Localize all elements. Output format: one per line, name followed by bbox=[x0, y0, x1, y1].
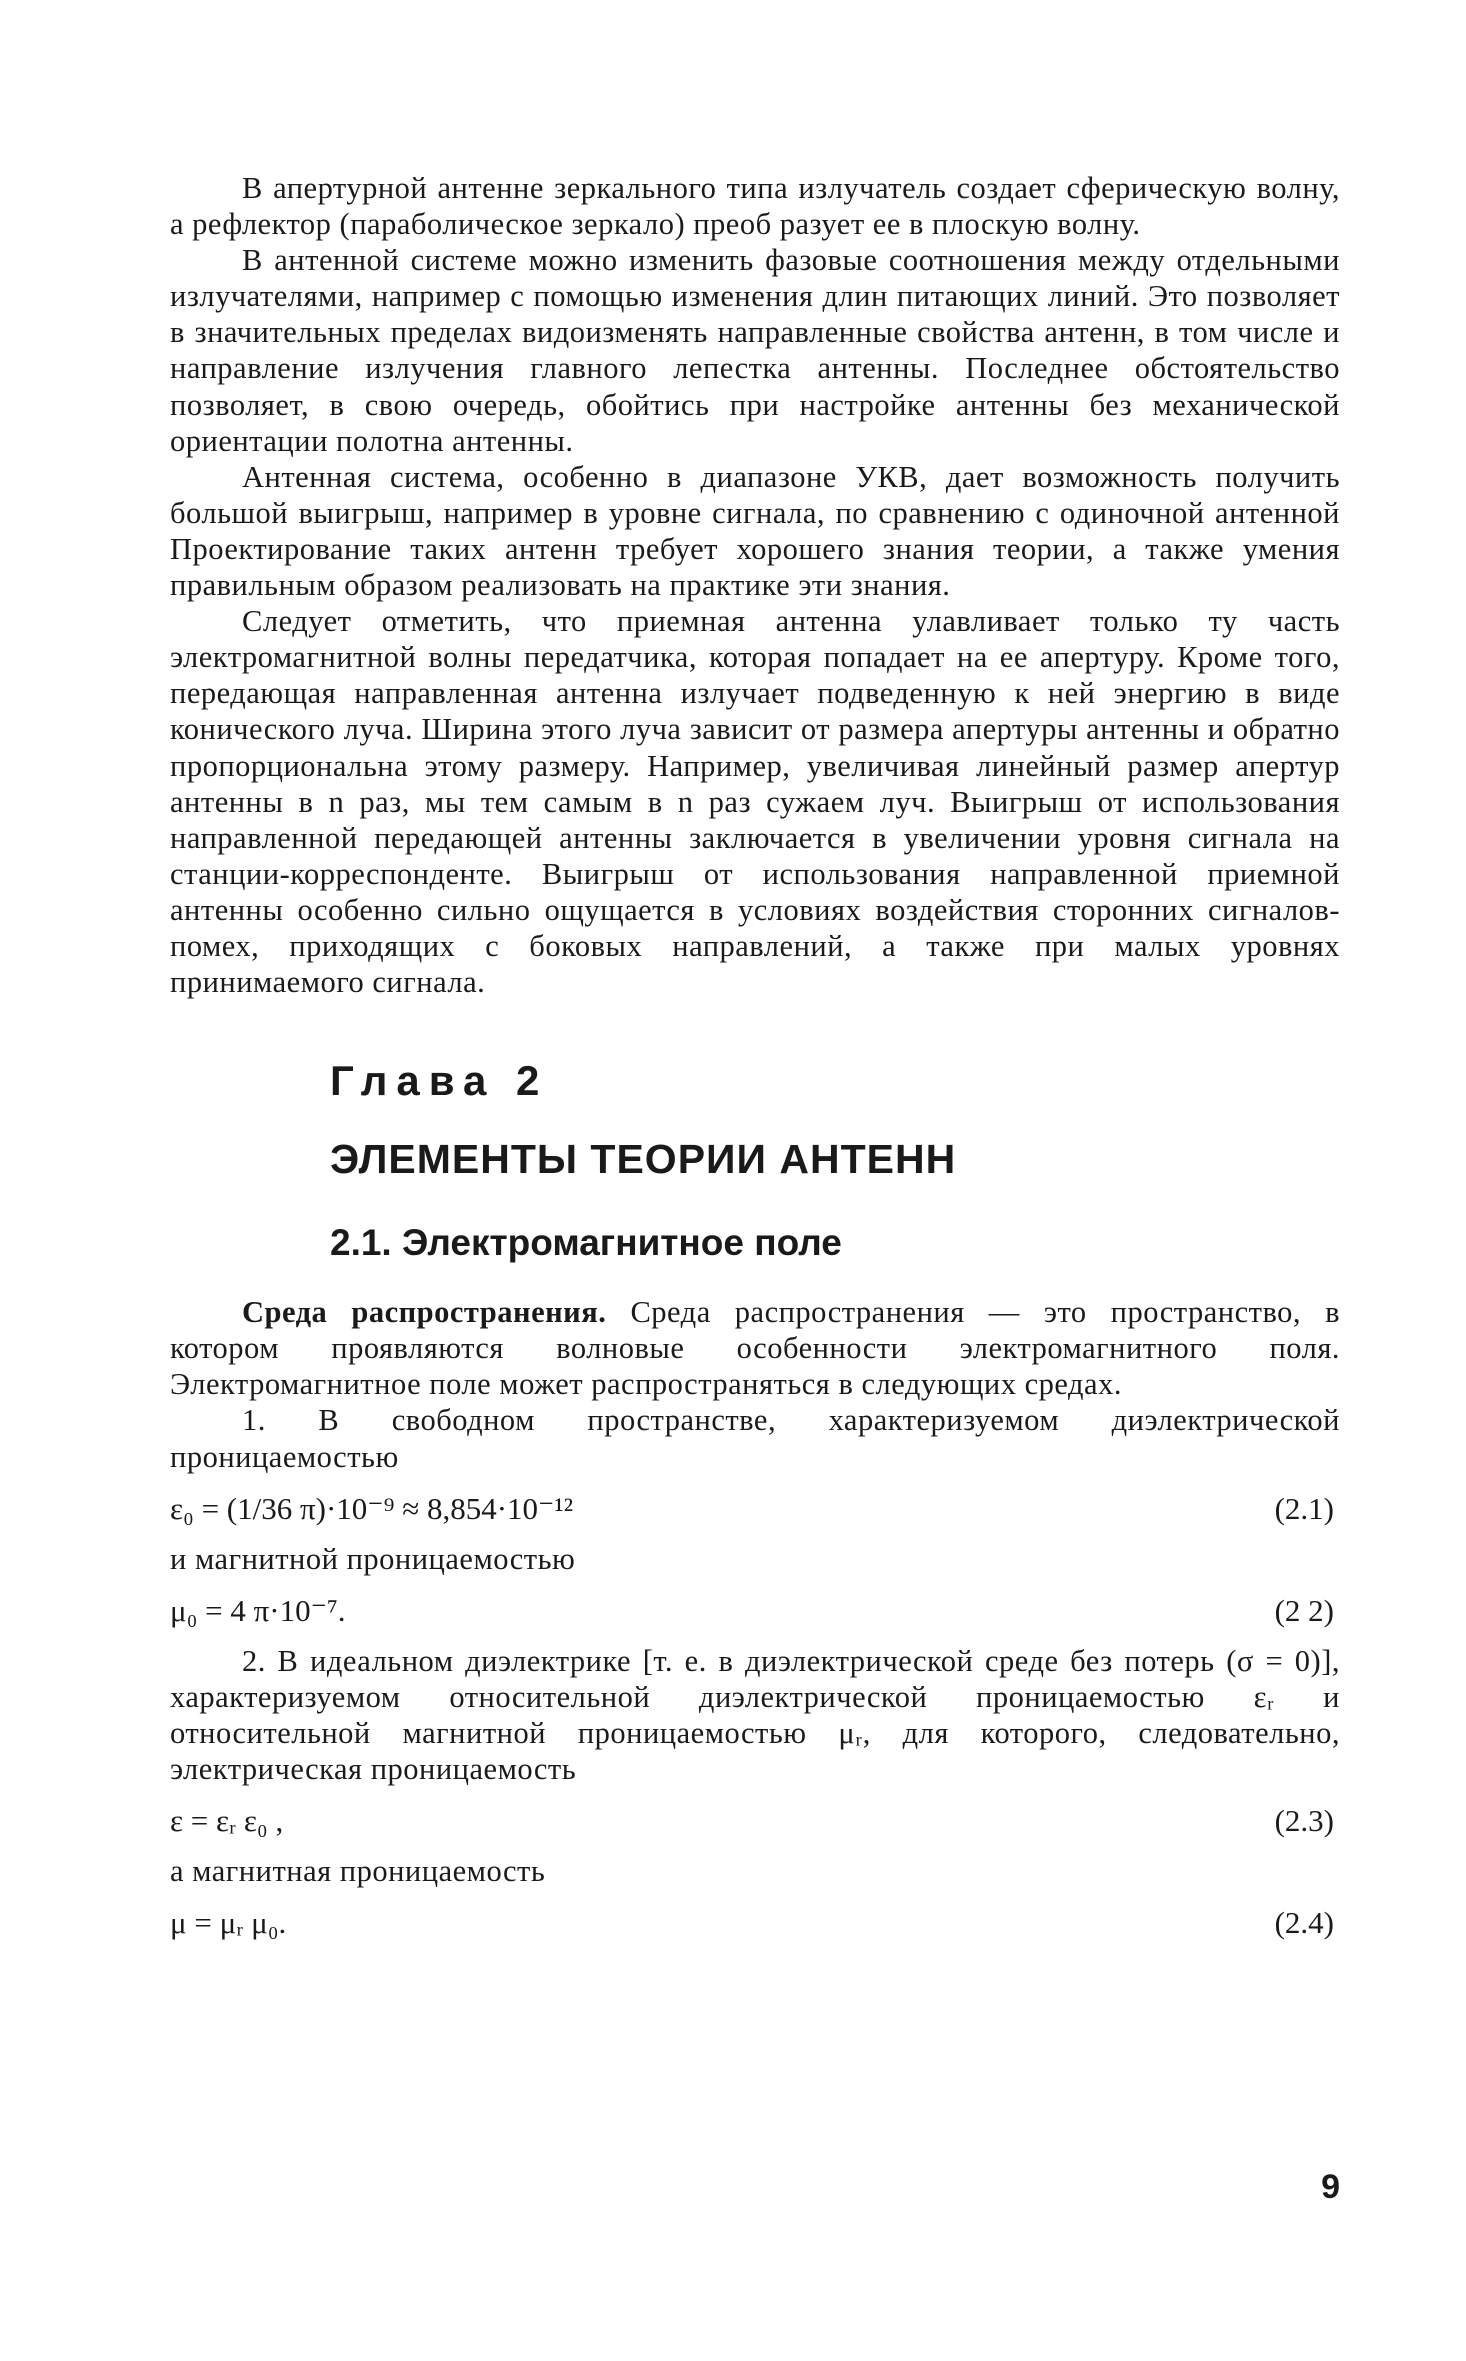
lead-text: Среда распространения — это пространство, в котором проявляются волновые особенности электромагнитного поля. Электромагнитное поле может распространяться в следующих средах. bbox=[170, 1295, 1340, 1402]
paragraph-antenna-system: Антенная система, особенно в диапазоне УКВ, дает возможность получить большой выигрыш, например в уровне сигнала, по сравнению с одиночной антенной Проектирование таких антенн требует хорошего знания теории, а также умения правильным образом реализовать на практике эти знания. bbox=[170, 459, 1340, 603]
page-number: 9 bbox=[1321, 2168, 1340, 2206]
paragraph-receiving-antenna: Следует отметить, что приемная антенна улавливает только ту часть электромагнитной волны передатчика, которая попадает на ее апертуру. Кроме того, передающая направленная антенна излучает подведенную к ней энергию в виде конического луча. Ширина этого луча зависит от размера апертуры антенны и обратно пропорциональна этому размеру. Например, увеличивая линейный размер апертур антенны в n раз, мы тем самым в n раз сужаем луч. Выигрыш от использования направленной передающей антенны заключается в увеличении уровня сигнала на станции-корреспонденте. Выигрыш от использования направленной приемной антенны особенно сильно ощущается в условиях воздействия сторонних сигналов-помех, приходящих с боковых направлений, а также при малых уровнях принимаемого сигнала. bbox=[170, 604, 1340, 1000]
text-magnetic-permeability: и магнитной проницаемостью bbox=[170, 1541, 576, 1576]
text-magnetic-permeability-2: а магнитная проницаемость bbox=[170, 1854, 546, 1889]
equation-formula: μ₀ = 4 π·10⁻⁷. bbox=[170, 1592, 346, 1628]
list-item-free-space: 1. В свободном пространстве, характеризуемом диэлектрической проницаемостью bbox=[170, 1403, 1340, 1474]
paragraph-phase: В антенной системе можно изменить фазовые соотношения между отдельными излучателями, например с помощью изменения длин питающих линий. Это позволяет в значительных пределах видоизменять направленные свойства антенн, в том числе и направление излучения главного лепестка антенны. Последнее обстоятельство позволяет, в свою очередь, обойтись при настройке антенны без механической ориентации полотна антенны. bbox=[170, 243, 1340, 458]
equation-2-2 bbox=[170, 1593, 1340, 1629]
equation-number: (2.1) bbox=[1274, 1490, 1334, 1526]
lead-term: Среда распространения. bbox=[242, 1295, 607, 1330]
chapter-label: Глава 2 bbox=[330, 1057, 549, 1105]
section-title: 2.1. Электромагнитное поле bbox=[330, 1222, 842, 1264]
equation-2-1 bbox=[170, 1491, 1340, 1527]
list-item-ideal-dielectric: 2. В идеальном диэлектрике [т. е. в диэлектрической среде без потерь (σ = 0)], характеризуемом относительной диэлектрической проницаемостью εᵣ и относительной магнитной проницаемостью μᵣ, для которого, следовательно, электрическая проницаемость bbox=[170, 1643, 1340, 1786]
equation-formula: ε₀ = (1/36 π)·10⁻⁹ ≈ 8,854·10⁻¹² bbox=[170, 1490, 573, 1526]
equation-formula: ε = εᵣ ε₀ , bbox=[170, 1803, 284, 1839]
paragraph-medium bbox=[170, 1294, 1340, 1402]
equation-number: (2.3) bbox=[1274, 1803, 1334, 1839]
chapter-title: ЭЛЕМЕНТЫ ТЕОРИИ АНТЕНН bbox=[330, 1136, 957, 1183]
equation-2-4 bbox=[170, 1905, 1340, 1941]
equation-formula: μ = μᵣ μ₀. bbox=[170, 1905, 287, 1941]
equation-number: (2.4) bbox=[1274, 1905, 1334, 1941]
equation-2-3 bbox=[170, 1803, 1340, 1839]
paragraph-aperture: В апертурной антенне зеркального типа излучатель создает сферическую волну, а рефлектор (параболическое зеркало) преоб разует ее в плоскую волну. bbox=[170, 171, 1340, 242]
equation-number: (2 2) bbox=[1274, 1592, 1334, 1628]
page-body bbox=[170, 170, 1340, 1955]
